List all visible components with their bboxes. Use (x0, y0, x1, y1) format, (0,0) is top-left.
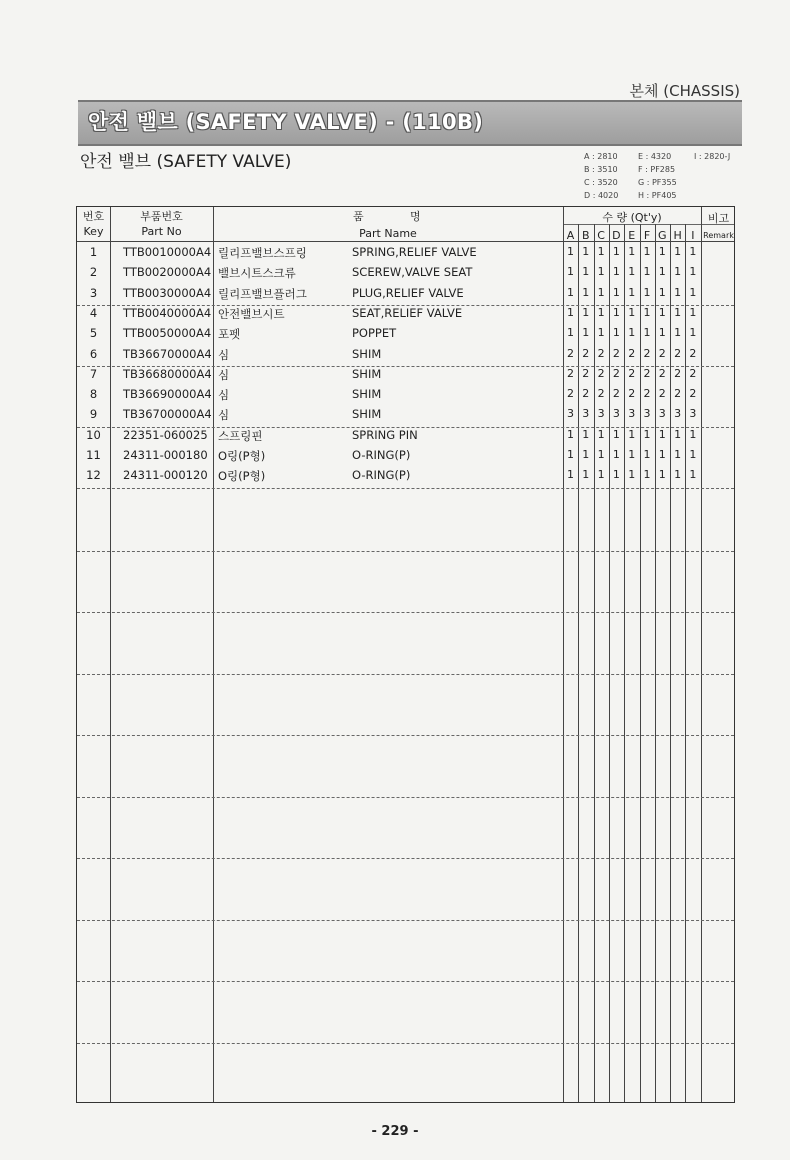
row-qty: 2 (628, 346, 636, 360)
section-label: 본체 (CHASSIS) (629, 82, 740, 100)
row-group-separator (77, 366, 734, 367)
row-key: 1 (89, 245, 98, 259)
row-qty: 2 (689, 346, 697, 360)
qty-col-letter: A (566, 229, 575, 242)
row-qty: 1 (674, 265, 682, 279)
row-qty: 1 (674, 448, 682, 461)
row-name-en: POPPET (352, 326, 397, 341)
page-number: - 229 - (371, 1124, 419, 1139)
row-qty: 1 (689, 285, 697, 299)
row-name-en: SHIM (352, 366, 382, 381)
row-qty: 2 (567, 346, 574, 360)
page-title: 안전 밸브 (SAFETY VALVE) - (110B) (88, 110, 484, 134)
row-name-en: SEAT,RELIEF VALVE (352, 305, 463, 320)
row-qty: 2 (674, 387, 682, 401)
row-qty: 1 (567, 448, 574, 461)
header-name-kr1: 품 (353, 210, 364, 223)
row-qty: 1 (658, 265, 666, 279)
row-key: 12 (86, 468, 101, 483)
row-name-en: O-RING(P) (352, 448, 411, 462)
header-no-en: Key (83, 225, 104, 238)
row-qty: 1 (689, 265, 697, 279)
legend-d: D : 4020 (584, 191, 619, 200)
legend-e: E : 4320 (638, 152, 672, 161)
row-name-kr: 심 (218, 408, 230, 423)
row-name-en: SCEREW,VALVE SEAT (352, 265, 473, 280)
row-qty: 3 (674, 407, 682, 421)
row-name-en: SPRING PIN (352, 427, 418, 442)
row-qty: 1 (628, 468, 636, 482)
row-qty: 1 (567, 305, 574, 319)
empty-row-separator (77, 920, 734, 921)
title-banner (78, 100, 742, 146)
row-qty: 1 (689, 326, 697, 340)
row-name-kr: 릴리프밸브플러그 (218, 286, 307, 301)
row-qty: 1 (628, 305, 636, 319)
row-part-no: TB36690000A4 (123, 387, 212, 402)
qty-col-letter: B (582, 229, 590, 242)
row-qty: 2 (674, 366, 682, 380)
qty-col-letter: I (691, 229, 695, 242)
row-name-kr: 포펫 (218, 327, 241, 342)
row-qty: 2 (582, 387, 590, 401)
empty-row-separator (77, 797, 734, 798)
row-qty: 3 (612, 407, 620, 421)
row-qty: 1 (643, 448, 651, 461)
row-key: 3 (89, 285, 98, 300)
col-divider-qty (701, 207, 702, 1102)
row-part-no: 22351-060025 (123, 427, 208, 442)
legend-f: F : PF285 (638, 165, 676, 174)
row-qty: 1 (674, 468, 682, 482)
row-part-no: TB36670000A4 (123, 346, 212, 361)
row-qty: 2 (567, 387, 574, 401)
row-qty: 2 (689, 387, 697, 401)
parts-table (76, 206, 735, 1103)
row-qty: 1 (643, 285, 651, 299)
header-part-en: Part No (141, 225, 182, 238)
row-qty: 1 (658, 305, 666, 319)
row-qty: 1 (612, 305, 620, 319)
qty-col-letter: H (673, 229, 682, 242)
row-qty: 1 (628, 265, 636, 279)
row-part-no: TTB0040000A4 (123, 305, 212, 320)
row-name-kr: 심 (218, 347, 230, 362)
header-remark-kr: 비고 (707, 212, 730, 225)
row-qty: 1 (689, 427, 697, 441)
row-part-no: TTB0050000A4 (123, 326, 212, 341)
row-qty: 2 (612, 346, 620, 360)
empty-row-separator (77, 612, 734, 613)
row-qty: 2 (628, 366, 636, 380)
row-qty: 2 (597, 366, 605, 380)
row-qty: 2 (597, 387, 605, 401)
qty-col-letter: C (597, 229, 605, 242)
row-qty: 1 (612, 285, 620, 299)
empty-row-separator (77, 551, 734, 552)
row-name-kr: 스프링핀 (218, 428, 263, 443)
row-key: 8 (89, 387, 98, 402)
row-qty: 1 (628, 326, 636, 340)
row-qty: 1 (643, 245, 651, 258)
legend-h: H : PF405 (638, 191, 677, 200)
legend-i: I : 2820-J (694, 152, 731, 161)
row-qty: 3 (643, 407, 651, 421)
row-qty: 1 (643, 326, 651, 340)
row-qty: 1 (674, 427, 682, 441)
row-qty: 1 (597, 326, 605, 340)
qty-col-letter: G (658, 229, 667, 242)
section-subtitle: 안전 밸브 (SAFETY VALVE) (80, 152, 292, 172)
row-qty: 1 (658, 468, 666, 482)
row-qty: 1 (612, 245, 620, 258)
row-qty: 1 (567, 468, 574, 482)
row-qty: 1 (674, 326, 682, 340)
row-qty: 1 (658, 448, 666, 461)
row-qty: 2 (658, 346, 666, 360)
empty-row-separator (77, 1043, 734, 1044)
row-qty: 1 (597, 448, 605, 461)
legend-a: A : 2810 (584, 152, 618, 161)
row-qty: 2 (628, 387, 636, 401)
qty-col-letter: E (628, 229, 636, 242)
row-qty: 3 (628, 407, 636, 421)
col-divider-key (110, 207, 111, 1102)
row-qty: 1 (597, 265, 605, 279)
row-qty: 1 (628, 427, 636, 441)
row-qty: 2 (582, 366, 590, 380)
row-qty: 1 (643, 305, 651, 319)
row-key: 10 (86, 427, 101, 442)
header-qty: 수 량 (Qt'y) (602, 211, 662, 224)
row-qty: 1 (597, 245, 605, 258)
row-name-kr: 안전밸브시트 (218, 306, 285, 321)
empty-row-separator (77, 674, 734, 675)
legend-c: C : 3520 (584, 178, 618, 187)
row-name-en: SHIM (352, 346, 382, 361)
qty-col-letter: D (612, 229, 621, 242)
row-group-separator (77, 305, 734, 306)
empty-row-separator (77, 981, 734, 982)
qty-col-letter: F (643, 229, 651, 242)
row-qty: 3 (582, 407, 590, 421)
header-remark-en: Remark (703, 231, 734, 240)
header-no-kr: 번호 (82, 210, 105, 223)
row-qty: 3 (658, 407, 666, 421)
row-qty: 1 (597, 305, 605, 319)
row-qty: 1 (674, 305, 682, 319)
row-qty: 2 (643, 387, 651, 401)
row-qty: 1 (582, 285, 590, 299)
legend-b: B : 3510 (584, 165, 618, 174)
row-qty: 1 (689, 305, 697, 319)
row-qty: 1 (628, 448, 636, 461)
row-key: 4 (89, 305, 98, 320)
row-qty: 1 (689, 448, 697, 461)
empty-row-separator (77, 735, 734, 736)
model-legend (584, 152, 744, 206)
row-qty: 1 (612, 427, 620, 441)
row-qty: 1 (658, 285, 666, 299)
header-name-kr2: 명 (410, 210, 421, 223)
row-qty: 1 (674, 245, 682, 258)
row-part-no: 24311-000120 (123, 468, 208, 483)
row-qty: 3 (597, 407, 605, 421)
row-key: 9 (89, 407, 98, 422)
row-qty: 2 (582, 346, 590, 360)
row-qty: 1 (658, 245, 666, 258)
row-name-kr: 심 (218, 367, 230, 382)
row-qty: 1 (567, 245, 574, 258)
col-divider-part (213, 207, 214, 1102)
row-part-no: TB36680000A4 (123, 366, 212, 381)
row-qty: 3 (567, 407, 574, 421)
row-group-separator (77, 488, 734, 489)
row-key: 5 (89, 326, 98, 341)
row-qty: 1 (612, 265, 620, 279)
row-qty: 1 (567, 427, 574, 441)
row-key: 2 (89, 265, 98, 280)
row-qty: 2 (674, 346, 682, 360)
row-name-kr: 밸브시트스크류 (218, 266, 296, 281)
row-qty: 1 (567, 265, 574, 279)
legend-g: G : PF355 (638, 178, 677, 187)
row-key: 7 (89, 366, 98, 381)
row-name-en: SPRING,RELIEF VALVE (352, 245, 477, 259)
row-qty: 1 (582, 326, 590, 340)
row-name-kr: O링(P형) (218, 469, 266, 484)
empty-row-separator (77, 858, 734, 859)
row-qty: 2 (612, 366, 620, 380)
row-qty: 1 (597, 468, 605, 482)
row-qty: 1 (612, 468, 620, 482)
row-qty: 1 (658, 326, 666, 340)
row-qty: 1 (628, 285, 636, 299)
row-qty: 1 (643, 265, 651, 279)
row-qty: 2 (689, 366, 697, 380)
row-group-separator (77, 427, 734, 428)
row-qty: 2 (658, 366, 666, 380)
row-qty: 1 (597, 285, 605, 299)
row-qty: 1 (674, 285, 682, 299)
row-qty: 1 (597, 427, 605, 441)
row-name-en: SHIM (352, 387, 382, 402)
row-qty: 2 (643, 366, 651, 380)
row-qty: 1 (689, 245, 697, 258)
row-qty: 1 (567, 285, 574, 299)
row-qty: 2 (597, 346, 605, 360)
header-name-en: Part Name (359, 227, 417, 240)
row-qty: 1 (582, 245, 590, 258)
row-qty: 1 (582, 427, 590, 441)
row-qty: 1 (612, 326, 620, 340)
row-part-no: TB36700000A4 (123, 407, 212, 422)
row-name-kr: O링(P형) (218, 449, 266, 463)
row-key: 6 (89, 346, 98, 361)
col-divider-name (563, 207, 564, 1102)
header-part-kr: 부품번호 (140, 210, 183, 223)
row-qty: 1 (612, 448, 620, 461)
row-qty: 1 (567, 326, 574, 340)
row-qty: 1 (689, 468, 697, 482)
row-name-en: PLUG,RELIEF VALVE (352, 285, 464, 300)
row-qty: 1 (643, 468, 651, 482)
row-name-kr: 릴리프밸브스프링 (218, 246, 307, 260)
row-qty: 2 (643, 346, 651, 360)
row-part-no: TTB0020000A4 (123, 265, 212, 280)
row-qty: 1 (582, 305, 590, 319)
row-qty: 2 (612, 387, 620, 401)
row-key: 11 (86, 448, 101, 462)
row-qty: 1 (643, 427, 651, 441)
row-name-en: SHIM (352, 407, 382, 422)
row-qty: 2 (567, 366, 574, 380)
row-qty: 2 (658, 387, 666, 401)
row-part-no: TTB0030000A4 (123, 285, 212, 300)
row-qty: 1 (582, 468, 590, 482)
row-qty: 3 (689, 407, 697, 421)
row-name-kr: 심 (218, 388, 230, 403)
row-qty: 1 (582, 265, 590, 279)
row-qty: 1 (658, 427, 666, 441)
row-qty: 1 (628, 245, 636, 258)
row-name-en: O-RING(P) (352, 468, 411, 483)
row-part-no: 24311-000180 (123, 448, 208, 462)
row-qty: 1 (582, 448, 590, 461)
row-part-no: TTB0010000A4 (123, 245, 212, 259)
